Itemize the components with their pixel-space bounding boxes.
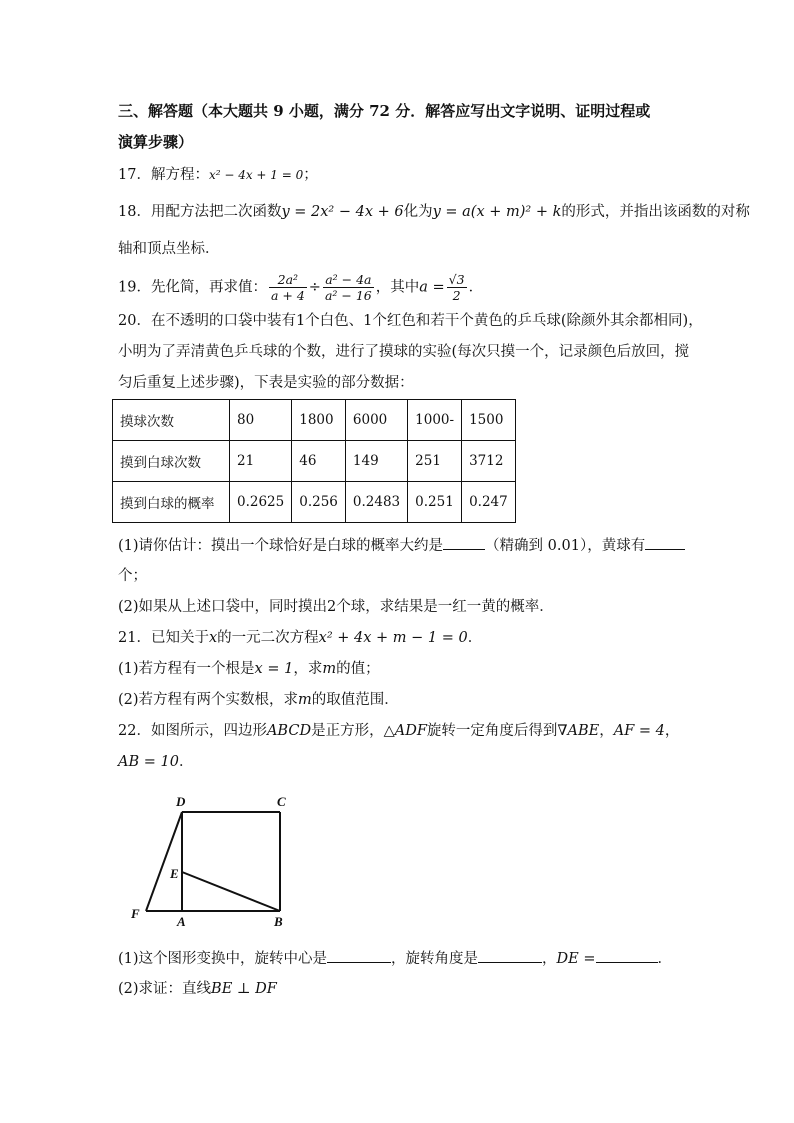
table-cell: 0.2625 bbox=[230, 482, 292, 523]
q22-sub1-d: ． bbox=[657, 951, 673, 967]
section-heading-line2: 演算步骤） bbox=[118, 133, 194, 151]
q22-ab: AB = 10 bbox=[118, 754, 179, 770]
q20-line1: 20．在不透明的口袋中装有1个白色、1个红色和若干个黄色的乒乓球(除颜外其余都相同)， bbox=[118, 313, 703, 329]
q19-f1-numerator: 2a² bbox=[269, 272, 307, 288]
q22-tail: ． bbox=[178, 754, 194, 770]
q18-tail: 的形式，并指出该函数的对称 bbox=[561, 204, 750, 220]
q21-tail: ． bbox=[467, 630, 483, 646]
table-cell: 46 bbox=[292, 441, 346, 482]
q19-a-equals: a = bbox=[419, 279, 445, 296]
q20-line3: 匀后重复上述步骤)，下表是实验的部分数据： bbox=[118, 375, 414, 391]
edge-fd bbox=[146, 812, 182, 911]
question-21 bbox=[118, 628, 482, 648]
answer-blank bbox=[596, 948, 658, 963]
q21-variable: x bbox=[208, 630, 218, 646]
q21-label: 21．已知关于 bbox=[118, 630, 209, 646]
table-cell: 21 bbox=[230, 441, 292, 482]
answer-blank bbox=[327, 948, 391, 963]
q19-fraction-1 bbox=[269, 272, 307, 303]
q22-mid1: 是正方形， bbox=[311, 723, 384, 739]
table-cell: 摸到白球的概率 bbox=[113, 482, 230, 523]
q22-sep2: ， bbox=[664, 723, 680, 739]
q21-sub1-a: (1)若方程有一个根是 bbox=[118, 661, 255, 677]
q21-sub1 bbox=[118, 659, 380, 679]
q18-line2: 轴和顶点坐标． bbox=[118, 241, 220, 257]
q22-abcd: ABCD bbox=[266, 723, 312, 739]
question-18 bbox=[118, 202, 750, 222]
question-22 bbox=[118, 721, 679, 741]
q21-sub1-c: 的值； bbox=[336, 661, 380, 677]
table-cell: 摸球次数 bbox=[113, 400, 230, 441]
q21-sub1-m: m bbox=[322, 661, 337, 677]
q22-sub1-b: ，旋转角度是 bbox=[391, 951, 479, 967]
q22-sub2-a: (2)求证：直线 bbox=[118, 981, 212, 997]
q21-sub1-eq: x = 1 bbox=[254, 661, 294, 677]
q19-value-numerator: √3 bbox=[448, 272, 465, 287]
edge-eb bbox=[182, 872, 280, 911]
label-b: B bbox=[274, 914, 283, 929]
q17-label: 17．解方程： bbox=[118, 167, 209, 183]
q22-sub2-relation: BE ⊥ DF bbox=[211, 981, 277, 997]
q22-label: 22．如图所示，四边形 bbox=[118, 723, 267, 739]
table-cell: 3712 bbox=[462, 441, 516, 482]
q19-fraction-2 bbox=[323, 272, 374, 303]
square-rotation-figure bbox=[120, 790, 310, 930]
table-cell: 0.247 bbox=[462, 482, 516, 523]
table-cell: 1800 bbox=[292, 400, 346, 441]
question-19 bbox=[118, 272, 483, 303]
answer-blank bbox=[443, 535, 485, 550]
q22-sep: ， bbox=[599, 723, 614, 739]
q22-mid2: 旋转一定角度后得到 bbox=[426, 723, 558, 739]
table-cell: 0.251 bbox=[408, 482, 462, 523]
table-cell: 149 bbox=[345, 441, 407, 482]
q21-equation: x² + 4x + m − 1 = 0 bbox=[318, 630, 468, 646]
table-row bbox=[113, 441, 516, 482]
q22-sub1 bbox=[118, 948, 672, 969]
q20-line2: 小明为了弄清黄色乒乓球的个数，进行了摸球的实验(每次只摸一个，记录颜色后放回，搅 bbox=[118, 344, 690, 360]
q22-abe: ∇ABE bbox=[557, 723, 600, 739]
table-cell: 摸到白球次数 bbox=[113, 441, 230, 482]
q21-sub2-m: m bbox=[298, 692, 312, 708]
q19-divide: ÷ bbox=[308, 279, 321, 296]
table-cell: 6000 bbox=[345, 400, 407, 441]
table-row bbox=[113, 400, 516, 441]
q20-sub2: (2)如果从上述口袋中，同时摸出2个球，求结果是一红一黄的概率． bbox=[118, 599, 554, 615]
label-d: D bbox=[176, 794, 186, 809]
q19-label: 19．先化简，再求值： bbox=[118, 279, 267, 296]
section-heading-line1: 三、解答题（本大题共 9 小题，满分 72 分．解答应写出文字说明、证明过程或 bbox=[118, 102, 651, 120]
q18-mid: 化为 bbox=[403, 204, 433, 220]
q20-sub1-a: (1)请你估计：摸出一个球恰好是白球的概率大约是 bbox=[118, 538, 444, 554]
q19-f2-numerator: a² − 4a bbox=[323, 272, 374, 288]
q19-tail: ． bbox=[468, 279, 484, 296]
table-cell: 1000- bbox=[408, 400, 462, 441]
label-f: F bbox=[131, 906, 140, 921]
answer-blank bbox=[478, 948, 542, 963]
answer-blank bbox=[645, 535, 685, 550]
q22-af: AF = 4 bbox=[613, 723, 665, 739]
q22-sub2 bbox=[118, 979, 277, 999]
label-a: A bbox=[177, 914, 186, 929]
q19-mid: ，其中 bbox=[375, 279, 420, 296]
q21-sub2 bbox=[118, 690, 399, 710]
q22-sub1-a: (1)这个图形变换中，旋转中心是 bbox=[118, 951, 328, 967]
q20-sub1-c: 个； bbox=[118, 568, 147, 584]
table-cell: 80 bbox=[230, 400, 292, 441]
q17-equation: x² − 4x + 1 = 0 bbox=[208, 168, 304, 182]
q21-sub2-b: 的取值范围． bbox=[311, 692, 399, 708]
q19-f1-denominator: a + 4 bbox=[270, 288, 305, 303]
q17-tail: ； bbox=[303, 167, 318, 183]
q21-mid: 的一元二次方程 bbox=[217, 630, 319, 646]
q21-sub2-a: (2)若方程有两个实数根，求 bbox=[118, 692, 299, 708]
question-17 bbox=[118, 165, 318, 185]
q18-function: y = 2x² − 4x + 6 bbox=[281, 204, 404, 220]
table-cell: 1500 bbox=[462, 400, 516, 441]
q20-sub1 bbox=[118, 535, 685, 556]
q21-sub1-b: ，求 bbox=[293, 661, 323, 677]
table-cell: 0.2483 bbox=[345, 482, 407, 523]
label-e: E bbox=[170, 866, 179, 881]
q18-label: 18．用配方法把二次函数 bbox=[118, 204, 282, 220]
q22-adf: △ADF bbox=[383, 723, 427, 739]
label-c: C bbox=[277, 794, 286, 809]
q20-sub1-b: （精确到 0.01），黄球有 bbox=[485, 538, 646, 554]
table-cell: 251 bbox=[408, 441, 462, 482]
q19-f2-denominator: a² − 16 bbox=[324, 288, 372, 303]
q22-line2 bbox=[118, 752, 193, 772]
q19-value-denominator: 2 bbox=[452, 288, 461, 303]
table-row bbox=[113, 482, 516, 523]
q18-vertex-form: y = a(x + m)² + k bbox=[432, 204, 562, 220]
q22-sub1-c: ， bbox=[542, 951, 557, 967]
table-cell: 0.256 bbox=[292, 482, 346, 523]
q22-sub1-de: DE = bbox=[556, 951, 596, 967]
experiment-table bbox=[112, 399, 516, 523]
q19-value bbox=[447, 272, 467, 303]
